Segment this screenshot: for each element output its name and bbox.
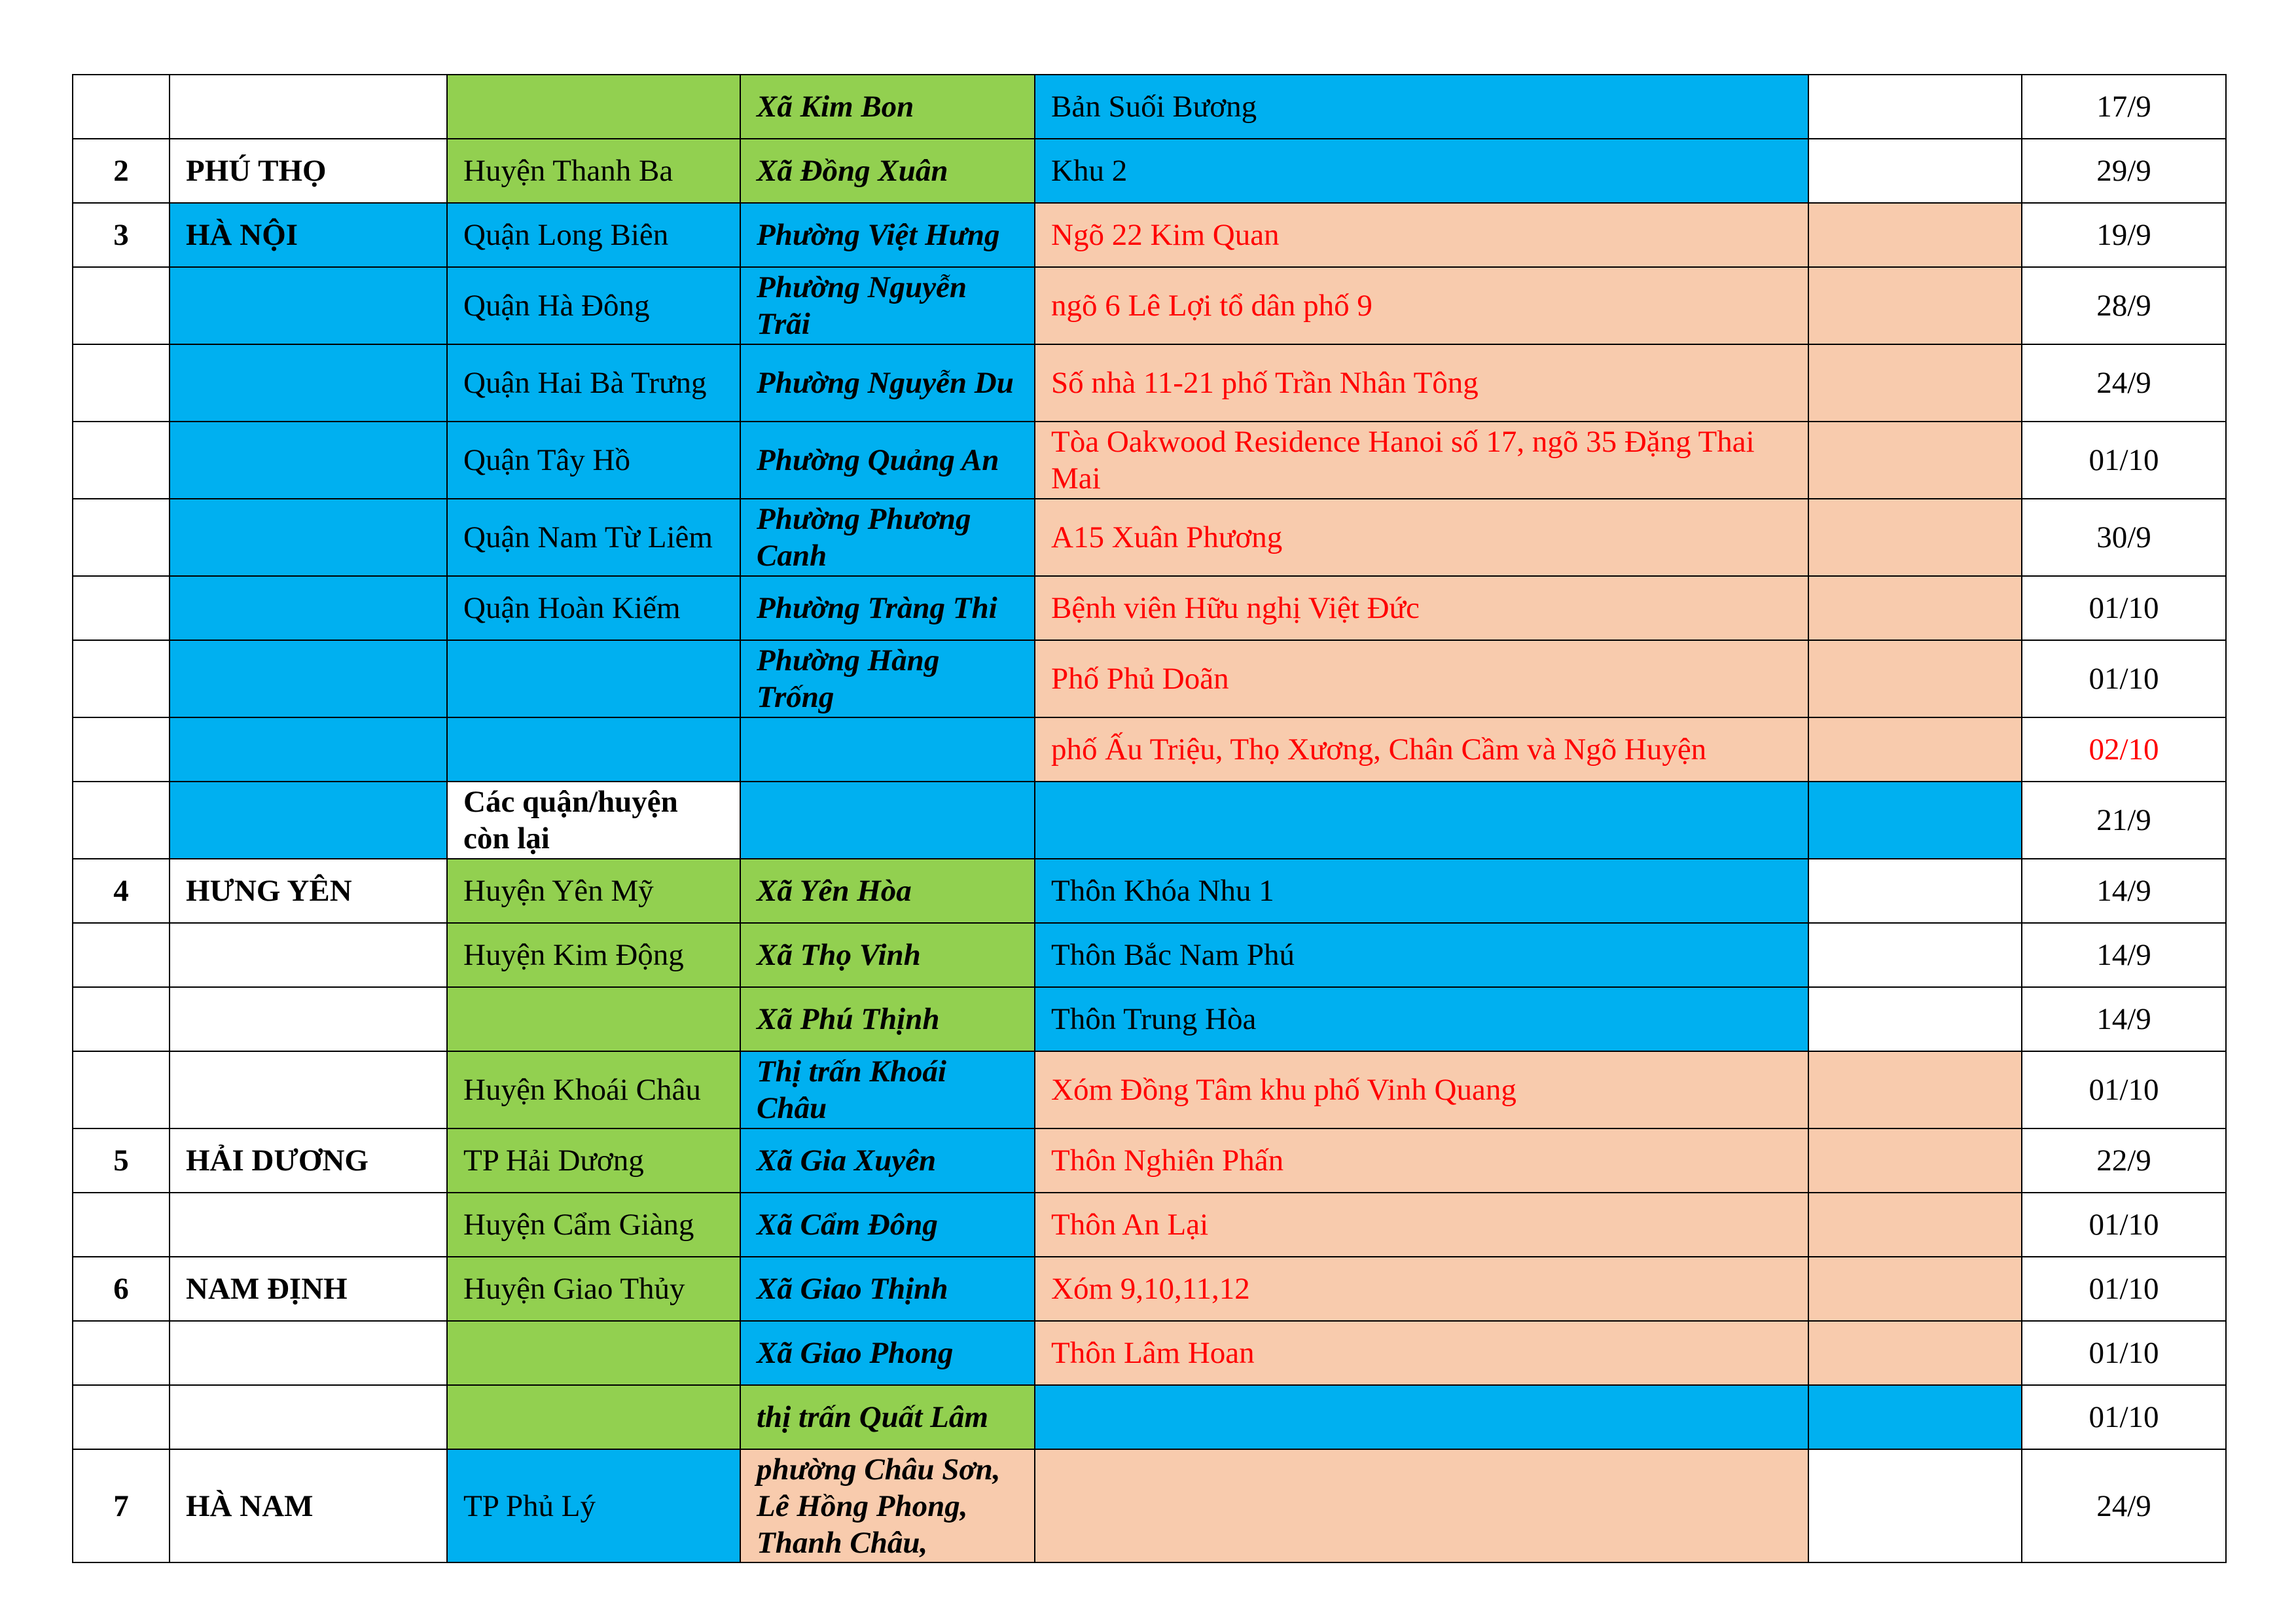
village-cell: Xóm 9,10,11,12 [1035, 1257, 1808, 1321]
empty-cell [1808, 1449, 2022, 1562]
village-cell: Ngõ 22 Kim Quan [1035, 203, 1808, 267]
table-row [73, 717, 2226, 782]
village-cell [1035, 1449, 1808, 1562]
stt-cell: 5 [73, 1128, 170, 1193]
stt-cell [73, 1385, 170, 1449]
table-row [73, 422, 2226, 499]
empty-cell [1808, 1385, 2022, 1449]
province-cell [170, 1321, 447, 1385]
date-cell: 28/9 [2022, 267, 2226, 344]
table-row [73, 1321, 2226, 1385]
date-cell: 22/9 [2022, 1128, 2226, 1193]
commune-cell: Xã Phú Thịnh [740, 987, 1035, 1051]
empty-cell [1808, 987, 2022, 1051]
province-cell [170, 75, 447, 139]
district-cell [447, 717, 740, 782]
stt-cell [73, 987, 170, 1051]
empty-cell [1808, 1321, 2022, 1385]
stt-cell: 6 [73, 1257, 170, 1321]
commune-cell: Phường Phương Canh [740, 499, 1035, 576]
date-cell: 02/10 [2022, 717, 2226, 782]
province-cell [170, 267, 447, 344]
village-cell: Thôn Khóa Nhu 1 [1035, 859, 1808, 923]
district-cell: Huyện Khoái Châu [447, 1051, 740, 1128]
table-row [73, 344, 2226, 422]
table-row [73, 1193, 2226, 1257]
table-row [73, 859, 2226, 923]
province-cell: HẢI DƯƠNG [170, 1128, 447, 1193]
empty-cell [1808, 859, 2022, 923]
empty-cell [1808, 717, 2022, 782]
stt-cell [73, 344, 170, 422]
province-cell [170, 1051, 447, 1128]
date-cell: 24/9 [2022, 1449, 2226, 1562]
village-cell: ngõ 6 Lê Lợi tổ dân phố 9 [1035, 267, 1808, 344]
commune-cell: Phường Hàng Trống [740, 640, 1035, 717]
covid-zone-table [72, 74, 2227, 1563]
village-cell: Bệnh viên Hữu nghị Việt Đức [1035, 576, 1808, 640]
district-cell: Huyện Cẩm Giàng [447, 1193, 740, 1257]
district-cell: Quận Long Biên [447, 203, 740, 267]
village-cell: Thôn Lâm Hoan [1035, 1321, 1808, 1385]
table-row [73, 987, 2226, 1051]
date-cell: 24/9 [2022, 344, 2226, 422]
village-cell: A15 Xuân Phương [1035, 499, 1808, 576]
district-cell: Huyện Kim Động [447, 923, 740, 987]
date-cell: 30/9 [2022, 499, 2226, 576]
province-cell [170, 422, 447, 499]
table-row [73, 782, 2226, 859]
village-cell: Phố Phủ Doãn [1035, 640, 1808, 717]
table-row [73, 1449, 2226, 1562]
stt-cell [73, 1321, 170, 1385]
province-cell [170, 640, 447, 717]
village-cell: Tòa Oakwood Residence Hanoi số 17, ngõ 35 Đặng Thai Mai [1035, 422, 1808, 499]
date-cell: 01/10 [2022, 1051, 2226, 1128]
table-row [73, 203, 2226, 267]
date-cell: 01/10 [2022, 1193, 2226, 1257]
province-cell: PHÚ THỌ [170, 139, 447, 203]
empty-cell [1808, 203, 2022, 267]
table-row [73, 923, 2226, 987]
district-cell [447, 1385, 740, 1449]
table-row [73, 1257, 2226, 1321]
stt-cell [73, 422, 170, 499]
commune-cell: Phường Nguyễn Du [740, 344, 1035, 422]
district-cell: Quận Hai Bà Trưng [447, 344, 740, 422]
province-cell [170, 1385, 447, 1449]
village-cell: Khu 2 [1035, 139, 1808, 203]
district-cell [447, 987, 740, 1051]
empty-cell [1808, 576, 2022, 640]
empty-cell [1808, 1257, 2022, 1321]
district-cell: Huyện Thanh Ba [447, 139, 740, 203]
date-cell: 01/10 [2022, 422, 2226, 499]
district-cell [447, 1321, 740, 1385]
district-cell: Quận Hà Đông [447, 267, 740, 344]
empty-cell [1808, 139, 2022, 203]
province-cell: HƯNG YÊN [170, 859, 447, 923]
district-cell: Các quận/huyện còn lại [447, 782, 740, 859]
commune-cell: Xã Kim Bon [740, 75, 1035, 139]
empty-cell [1808, 1051, 2022, 1128]
stt-cell [73, 923, 170, 987]
stt-cell [73, 1193, 170, 1257]
commune-cell [740, 782, 1035, 859]
village-cell: Bản Suối Bương [1035, 75, 1808, 139]
province-cell [170, 1193, 447, 1257]
commune-cell: Xã Yên Hòa [740, 859, 1035, 923]
table-row [73, 1385, 2226, 1449]
district-cell [447, 640, 740, 717]
date-cell: 01/10 [2022, 576, 2226, 640]
table-row [73, 1128, 2226, 1193]
village-cell: Thôn Bắc Nam Phú [1035, 923, 1808, 987]
district-cell: Huyện Giao Thủy [447, 1257, 740, 1321]
district-cell: TP Hải Dương [447, 1128, 740, 1193]
date-cell: 21/9 [2022, 782, 2226, 859]
stt-cell [73, 717, 170, 782]
commune-cell: Xã Giao Phong [740, 1321, 1035, 1385]
date-cell: 29/9 [2022, 139, 2226, 203]
province-cell [170, 987, 447, 1051]
commune-cell: phường Châu Sơn, Lê Hồng Phong, Thanh Châu, [740, 1449, 1035, 1562]
village-cell: Thôn Nghiên Phấn [1035, 1128, 1808, 1193]
empty-cell [1808, 499, 2022, 576]
stt-cell [73, 1051, 170, 1128]
stt-cell: 2 [73, 139, 170, 203]
commune-cell [740, 717, 1035, 782]
district-cell: Quận Nam Từ Liêm [447, 499, 740, 576]
empty-cell [1808, 923, 2022, 987]
stt-cell [73, 499, 170, 576]
village-cell: Xóm Đồng Tâm khu phố Vinh Quang [1035, 1051, 1808, 1128]
commune-cell: Thị trấn Khoái Châu [740, 1051, 1035, 1128]
commune-cell: Xã Đồng Xuân [740, 139, 1035, 203]
province-cell [170, 499, 447, 576]
date-cell: 14/9 [2022, 859, 2226, 923]
district-cell: Quận Hoàn Kiếm [447, 576, 740, 640]
district-cell: Quận Tây Hồ [447, 422, 740, 499]
empty-cell [1808, 75, 2022, 139]
district-cell: TP Phủ Lý [447, 1449, 740, 1562]
province-cell: HÀ NAM [170, 1449, 447, 1562]
date-cell: 14/9 [2022, 923, 2226, 987]
commune-cell: Xã Cẩm Đông [740, 1193, 1035, 1257]
date-cell: 19/9 [2022, 203, 2226, 267]
empty-cell [1808, 1193, 2022, 1257]
commune-cell: Phường Quảng An [740, 422, 1035, 499]
stt-cell [73, 576, 170, 640]
stt-cell [73, 782, 170, 859]
district-cell: Huyện Yên Mỹ [447, 859, 740, 923]
date-cell: 01/10 [2022, 1257, 2226, 1321]
village-cell [1035, 782, 1808, 859]
commune-cell: Xã Gia Xuyên [740, 1128, 1035, 1193]
date-cell: 01/10 [2022, 1321, 2226, 1385]
empty-cell [1808, 422, 2022, 499]
stt-cell [73, 267, 170, 344]
village-cell: Thôn Trung Hòa [1035, 987, 1808, 1051]
stt-cell: 4 [73, 859, 170, 923]
date-cell: 01/10 [2022, 640, 2226, 717]
empty-cell [1808, 640, 2022, 717]
date-cell: 17/9 [2022, 75, 2226, 139]
date-cell: 14/9 [2022, 987, 2226, 1051]
province-cell [170, 576, 447, 640]
village-cell: phố Ấu Triệu, Thọ Xương, Chân Cầm và Ngõ Huyện [1035, 717, 1808, 782]
stt-cell: 3 [73, 203, 170, 267]
province-cell [170, 782, 447, 859]
stt-cell [73, 75, 170, 139]
empty-cell [1808, 344, 2022, 422]
commune-cell: Phường Tràng Thi [740, 576, 1035, 640]
table-row [73, 139, 2226, 203]
province-cell [170, 923, 447, 987]
commune-cell: Phường Việt Hưng [740, 203, 1035, 267]
province-cell: NAM ĐỊNH [170, 1257, 447, 1321]
table-row [73, 499, 2226, 576]
empty-cell [1808, 1128, 2022, 1193]
village-cell: Số nhà 11-21 phố Trần Nhân Tông [1035, 344, 1808, 422]
province-cell: HÀ NỘI [170, 203, 447, 267]
stt-cell: 7 [73, 1449, 170, 1562]
empty-cell [1808, 782, 2022, 859]
commune-cell: Xã Giao Thịnh [740, 1257, 1035, 1321]
table-row [73, 576, 2226, 640]
commune-cell: Phường Nguyễn Trãi [740, 267, 1035, 344]
village-cell [1035, 1385, 1808, 1449]
table-row [73, 267, 2226, 344]
date-cell: 01/10 [2022, 1385, 2226, 1449]
province-cell [170, 344, 447, 422]
table-row [73, 1051, 2226, 1128]
table-row [73, 640, 2226, 717]
district-cell [447, 75, 740, 139]
village-cell: Thôn An Lại [1035, 1193, 1808, 1257]
empty-cell [1808, 267, 2022, 344]
table-row [73, 75, 2226, 139]
stt-cell [73, 640, 170, 717]
commune-cell: thị trấn Quất Lâm [740, 1385, 1035, 1449]
commune-cell: Xã Thọ Vinh [740, 923, 1035, 987]
province-cell [170, 717, 447, 782]
